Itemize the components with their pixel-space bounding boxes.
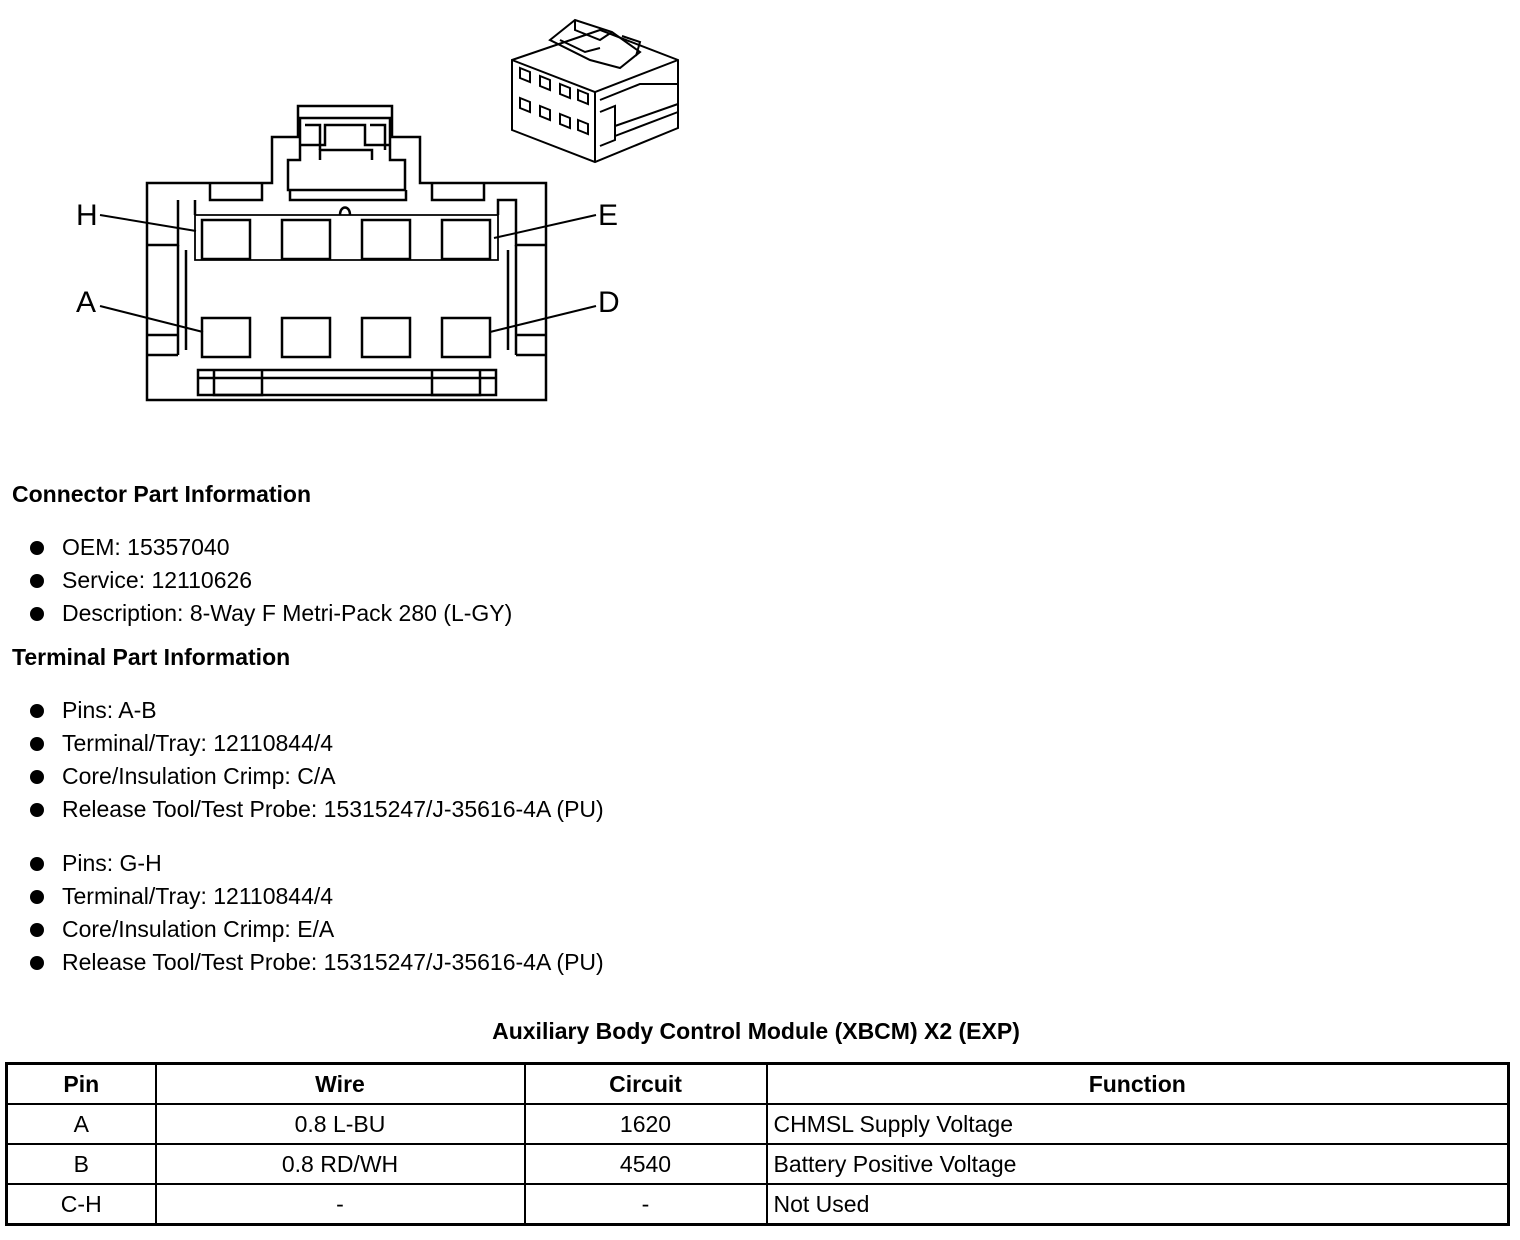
pin-cell: A	[7, 1104, 156, 1144]
list-item: Pins: A-B	[0, 694, 604, 727]
table-row	[7, 1104, 1509, 1144]
cavity-g	[282, 220, 330, 259]
function-cell: Battery Positive Voltage	[767, 1144, 1509, 1184]
list-item: Description: 8-Way F Metri-Pack 280 (L-GY)	[0, 597, 512, 630]
wire-cell: 0.8 L-BU	[156, 1104, 525, 1144]
connector-part-info-heading: Connector Part Information	[12, 481, 312, 507]
column-header-wire: Wire	[156, 1064, 525, 1105]
bullet-icon	[30, 956, 44, 970]
bullet-icon	[30, 803, 44, 817]
terminal-part-info-heading: Terminal Part Information	[12, 644, 291, 670]
bullet-icon	[30, 770, 44, 784]
pin-cell: B	[7, 1144, 156, 1184]
bullet-icon	[30, 737, 44, 751]
pin-label-d: D	[598, 286, 620, 319]
bullet-icon	[30, 704, 44, 718]
connector-3d-view	[512, 20, 678, 162]
cavity-f	[362, 220, 410, 259]
bullet-icon	[30, 857, 44, 871]
circuit-cell: 4540	[525, 1144, 767, 1184]
column-header-circuit: Circuit	[525, 1064, 767, 1105]
cavity-c	[362, 318, 410, 357]
bullet-icon	[30, 923, 44, 937]
circuit-cell: -	[525, 1184, 767, 1225]
table-row	[7, 1144, 1509, 1184]
pin-cell: C-H	[7, 1184, 156, 1225]
column-header-pin: Pin	[7, 1064, 156, 1105]
cavity-a	[202, 318, 250, 357]
column-header-function: Function	[767, 1064, 1509, 1105]
connector-diagram	[0, 0, 700, 420]
bullet-icon	[30, 890, 44, 904]
circuit-cell: 1620	[525, 1104, 767, 1144]
table-row	[7, 1184, 1509, 1225]
list-item: Terminal/Tray: 12110844/4	[0, 727, 604, 760]
cavity-b	[282, 318, 330, 357]
pin-label-a: A	[76, 286, 97, 319]
cavity-e	[442, 220, 490, 259]
wire-cell: 0.8 RD/WH	[156, 1144, 525, 1184]
bullet-icon	[30, 541, 44, 555]
terminal-group-a-b	[0, 694, 604, 826]
table-title: Auxiliary Body Control Module (XBCM) X2 (EXP)	[492, 1018, 1020, 1044]
list-item: Core/Insulation Crimp: C/A	[0, 760, 604, 793]
pin-label-e: E	[598, 199, 619, 232]
bullet-icon	[30, 607, 44, 621]
terminal-group-g-h	[0, 847, 604, 979]
connector-part-info-list	[0, 531, 512, 630]
list-item: Service: 12110626	[0, 564, 512, 597]
list-item: Pins: G-H	[0, 847, 604, 880]
wire-cell: -	[156, 1184, 525, 1225]
cavity-d	[442, 318, 490, 357]
pin-label-h: H	[76, 199, 98, 232]
table-header-row	[7, 1064, 1509, 1105]
function-cell: Not Used	[767, 1184, 1509, 1225]
list-item: Release Tool/Test Probe: 15315247/J-35616-4A (PU)	[0, 946, 604, 979]
list-item: OEM: 15357040	[0, 531, 512, 564]
latch-outline	[288, 118, 405, 190]
leader-line-d	[490, 306, 596, 332]
list-item: Terminal/Tray: 12110844/4	[0, 880, 604, 913]
bullet-icon	[30, 574, 44, 588]
function-cell: CHMSL Supply Voltage	[767, 1104, 1509, 1144]
list-item: Core/Insulation Crimp: E/A	[0, 913, 604, 946]
list-item: Release Tool/Test Probe: 15315247/J-35616-4A (PU)	[0, 793, 604, 826]
leader-line-a	[100, 306, 203, 332]
cavity-h	[202, 220, 250, 259]
pin-table	[5, 1062, 1510, 1226]
